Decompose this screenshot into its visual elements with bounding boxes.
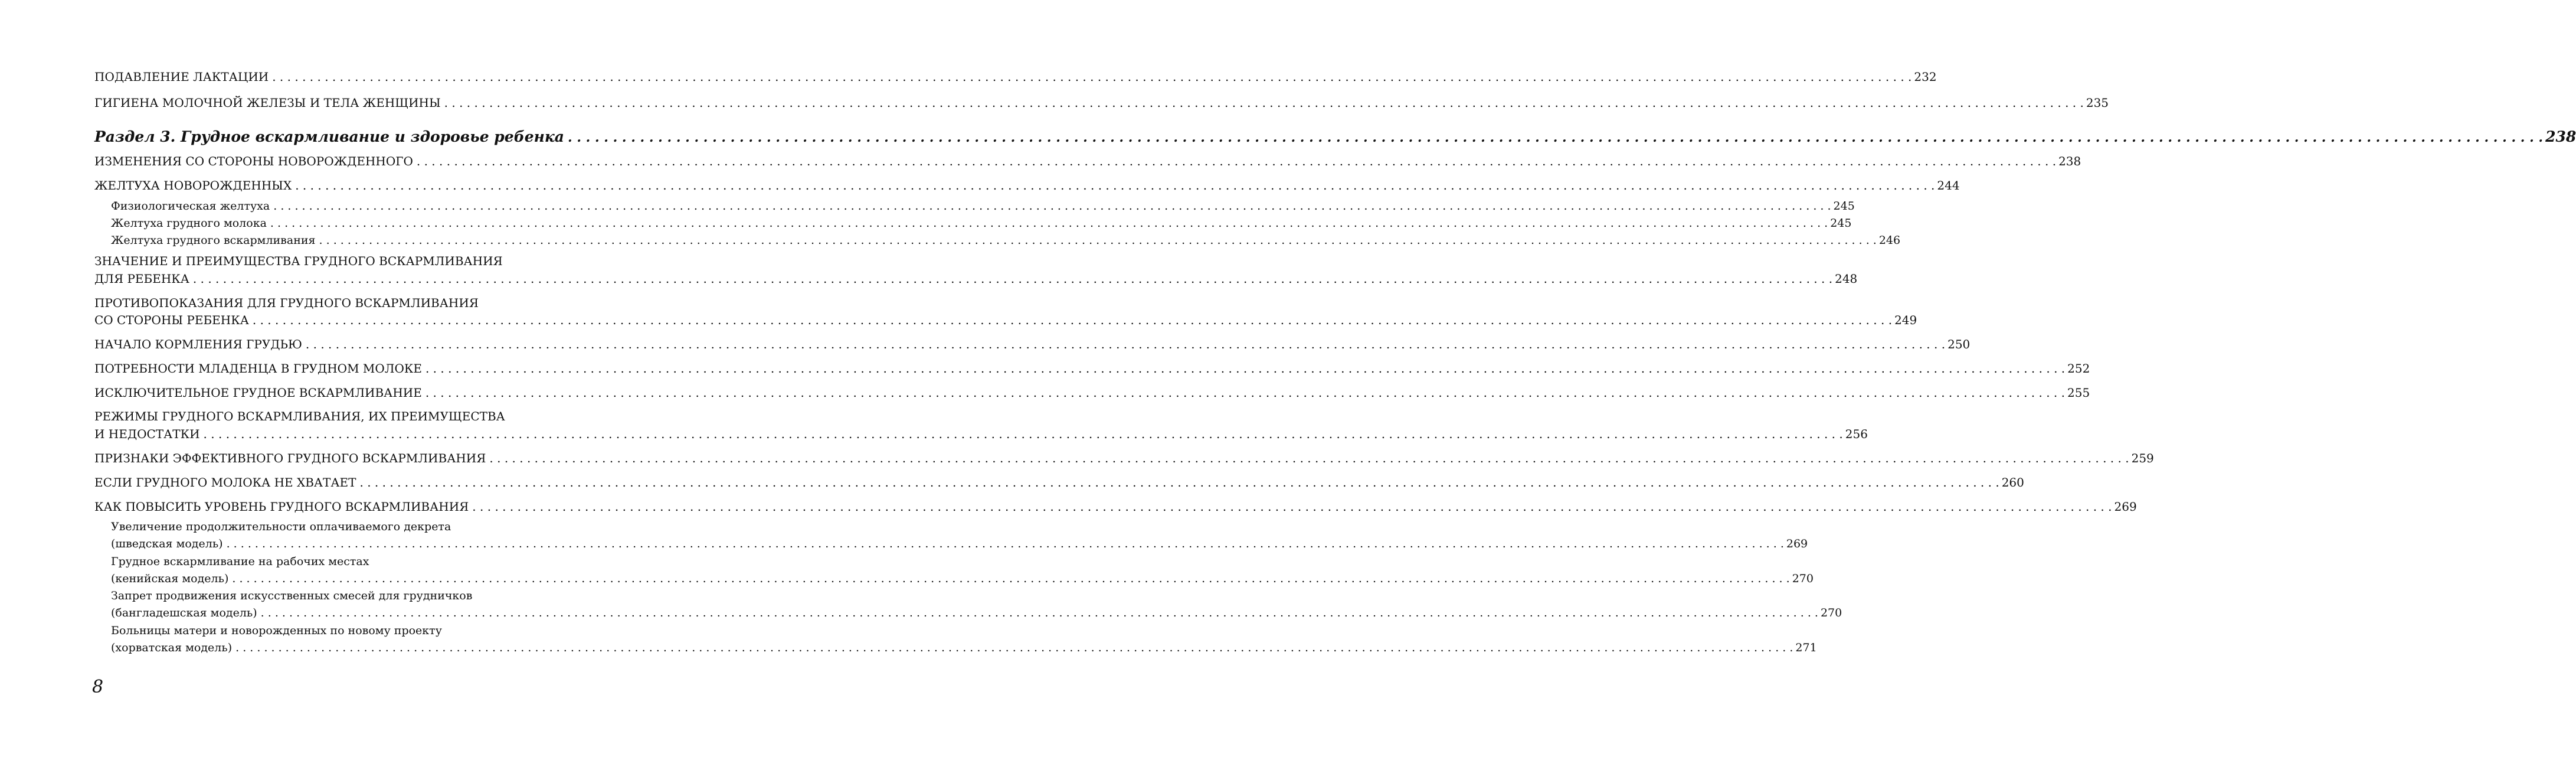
toc-entry-page: 250 <box>1947 337 1971 351</box>
toc-entry <box>94 272 1858 286</box>
toc-entry-page: 255 <box>2067 386 2090 400</box>
toc-subentry-page: 245 <box>1833 200 1855 213</box>
toc-entry-title: ПРИЗНАКИ ЭФФЕКТИВНОГО ГРУДНОГО ВСКАРМЛИВАНИЯ <box>94 451 486 465</box>
toc-entry-page: 232 <box>1914 70 1937 84</box>
toc-entry <box>94 427 1868 441</box>
toc-subentry-title: (бангладешская модель) <box>111 606 257 619</box>
toc-entry-title: ИЗМЕНЕНИЯ СО СТОРОНЫ НОВОРОЖДЕННОГО <box>94 154 413 168</box>
dot-leader <box>228 572 1792 585</box>
dot-leader <box>257 606 1821 619</box>
toc-subentry <box>111 606 1842 619</box>
dot-leader <box>189 272 1835 286</box>
toc-subentry-first-line: Увеличение продолжительности оплачиваемого декрета <box>111 520 451 533</box>
toc-subentry-page: 269 <box>1786 537 1808 550</box>
toc-entry-title: И НЕДОСТАТКИ <box>94 427 200 441</box>
dot-leader <box>486 451 2131 465</box>
toc-entry-page: 269 <box>2114 500 2137 514</box>
toc-entry-title: ПОДАВЛЕНИЕ ЛАКТАЦИИ <box>94 70 269 84</box>
dot-leader <box>356 475 2002 489</box>
toc-entry-page: 248 <box>1835 272 1858 286</box>
toc-entry-first-line: РЕЖИМЫ ГРУДНОГО ВСКАРМЛИВАНИЯ, ИХ ПРЕИМУЩЕСТВА <box>94 409 505 423</box>
toc-entry-page: 238 <box>2058 154 2081 168</box>
section-page: 238 <box>2545 128 2576 145</box>
toc-subentry-title: (шведская модель) <box>111 537 223 550</box>
toc-entry-title: ДЛЯ РЕБЕНКА <box>94 272 189 286</box>
toc-subentry-title: Физиологическая желтуха <box>111 200 270 213</box>
toc-subentry <box>111 572 1814 585</box>
toc-entry <box>94 451 2154 465</box>
toc-subentry-page: 271 <box>1795 641 1817 654</box>
toc-entry <box>94 500 2137 514</box>
toc-entry-title: ИСКЛЮЧИТЕЛЬНОЕ ГРУДНОЕ ВСКАРМЛИВАНИЕ <box>94 386 422 400</box>
toc-subentry-page: 270 <box>1820 606 1842 619</box>
toc-entry <box>94 361 2090 376</box>
toc-subentry-page: 246 <box>1878 234 1901 247</box>
dot-leader <box>267 217 1830 230</box>
dot-leader <box>223 537 1786 550</box>
toc-entry <box>94 178 1960 192</box>
toc-entry-page: 256 <box>1845 427 1868 441</box>
toc-subentry <box>111 200 1855 213</box>
toc-subentry <box>111 641 1817 654</box>
dot-leader <box>270 200 1833 213</box>
toc-entry-title: ГИГИЕНА МОЛОЧНОЙ ЖЕЛЕЗЫ И ТЕЛА ЖЕНЩИНЫ <box>94 96 441 110</box>
toc-section-heading <box>94 128 2576 145</box>
dot-leader <box>232 641 1795 654</box>
toc-subentry-page: 270 <box>1792 572 1814 585</box>
toc-entry-title: ЖЕЛТУХА НОВОРОЖДЕННЫХ <box>94 178 292 192</box>
toc-entry-title: СО СТОРОНЫ РЕБЕНКА <box>94 313 249 327</box>
dot-leader <box>249 313 1894 327</box>
toc-subentry-title: Желтуха грудного вскармливания <box>111 234 316 247</box>
toc-entry-title: НАЧАЛО КОРМЛЕНИЯ ГРУДЬЮ <box>94 337 302 351</box>
toc-entry-page: 260 <box>2001 475 2024 489</box>
toc-subentry-first-line: Грудное вскармливание на рабочих местах <box>111 555 369 568</box>
toc-subentry-first-line: Больницы матери и новорожденных по новому проекту <box>111 624 442 637</box>
toc-entry-page: 244 <box>1937 178 1960 192</box>
toc-entry-page: 259 <box>2131 451 2154 465</box>
dot-leader <box>422 361 2067 376</box>
dot-leader <box>564 130 2545 145</box>
toc-entry-page: 249 <box>1894 313 1917 327</box>
toc-entry-title: ПОТРЕБНОСТИ МЛАДЕНЦА В ГРУДНОМ МОЛОКЕ <box>94 361 422 376</box>
toc-entry <box>94 154 2081 168</box>
dot-leader <box>413 154 2058 168</box>
toc-entry-title: КАК ПОВЫСИТЬ УРОВЕНЬ ГРУДНОГО ВСКАРМЛИВАНИЯ <box>94 500 469 514</box>
dot-leader <box>302 337 1947 351</box>
toc-entry <box>94 337 1971 351</box>
toc-subentry <box>111 234 1901 247</box>
dot-leader <box>316 234 1879 247</box>
toc-subentry-title: Желтуха грудного молока <box>111 217 267 230</box>
toc-subentry <box>111 537 1808 550</box>
dot-leader <box>269 70 1914 84</box>
toc-entry <box>94 96 2109 110</box>
toc-subentry-title: (кенийская модель) <box>111 572 229 585</box>
page-number: 8 <box>92 677 104 697</box>
toc-entry-first-line: ЗНАЧЕНИЕ И ПРЕИМУЩЕСТВА ГРУДНОГО ВСКАРМЛИВАНИЯ <box>94 254 503 268</box>
dot-leader <box>469 500 2114 514</box>
dot-leader <box>441 96 2086 110</box>
toc-subentry <box>111 217 1852 230</box>
dot-leader <box>292 178 1937 192</box>
dot-leader <box>200 427 1845 441</box>
toc-entry <box>94 386 2090 400</box>
toc-entry-title: ЕСЛИ ГРУДНОГО МОЛОКА НЕ ХВАТАЕТ <box>94 475 356 489</box>
toc-subentry-first-line: Запрет продвижения искусственных смесей для грудничков <box>111 589 473 602</box>
toc-entry-page: 252 <box>2067 361 2090 376</box>
toc-entry <box>94 313 1917 327</box>
toc-entry-page: 235 <box>2086 96 2109 110</box>
dot-leader <box>422 386 2067 400</box>
toc-entry-first-line: ПРОТИВОПОКАЗАНИЯ ДЛЯ ГРУДНОГО ВСКАРМЛИВАНИЯ <box>94 296 479 310</box>
toc-entry <box>94 70 1937 84</box>
toc-subentry-title: (хорватская модель) <box>111 641 233 654</box>
toc-subentry-page: 245 <box>1830 217 1852 230</box>
toc-entry <box>94 475 2024 489</box>
section-title: Раздел 3. Грудное вскармливание и здоровье ребенка <box>94 128 564 145</box>
